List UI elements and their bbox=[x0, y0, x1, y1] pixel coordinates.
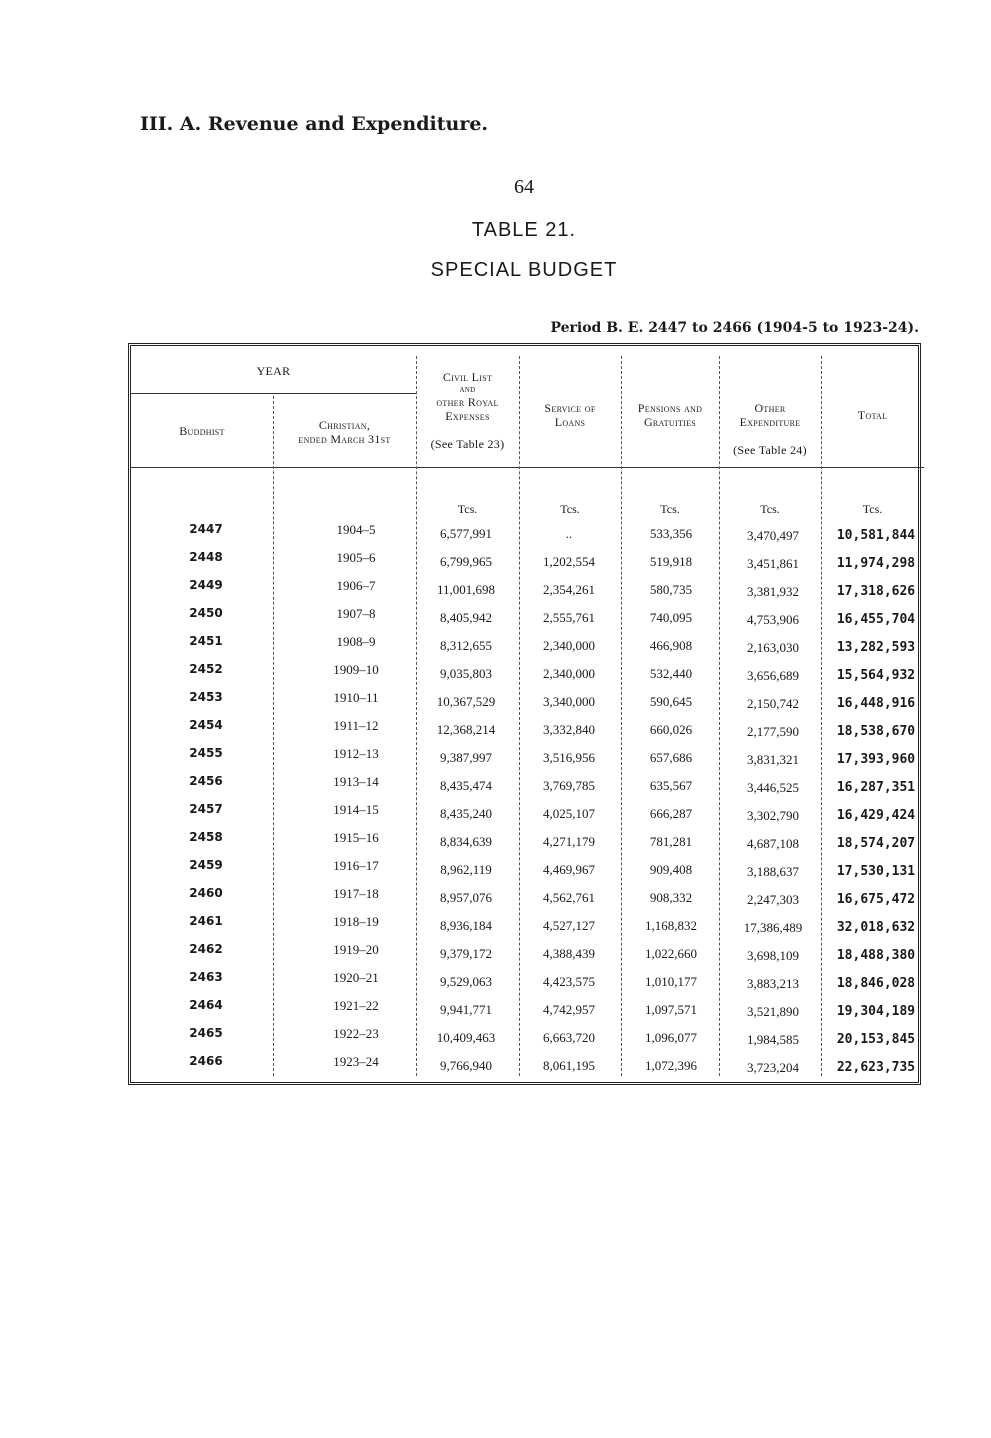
table-row bbox=[131, 662, 924, 690]
cell-pensions: 1,022,660 bbox=[645, 946, 697, 961]
cell-service-of-loans: 2,354,261 bbox=[543, 582, 595, 597]
cell-total: 16,429,424 bbox=[836, 808, 916, 823]
cell-pensions: 660,026 bbox=[649, 722, 693, 737]
cell-christian-year: 1908–9 bbox=[336, 634, 376, 649]
header-pensions bbox=[621, 401, 719, 429]
cell-service-of-loans: 2,340,000 bbox=[543, 638, 595, 653]
table-bottom-rule bbox=[128, 1084, 921, 1088]
table-row bbox=[131, 1054, 924, 1082]
cell-christian-year: 1917–18 bbox=[333, 886, 379, 901]
cell-christian-year: 1921–22 bbox=[333, 998, 379, 1013]
cell-other-expenditure: 3,381,932 bbox=[747, 584, 799, 599]
cell-civil-list: 8,834,639 bbox=[440, 834, 492, 849]
cell-civil-list: 9,529,063 bbox=[440, 974, 492, 989]
cell-service-of-loans: 1,202,554 bbox=[543, 554, 595, 569]
unit-civil: Tcs. bbox=[457, 502, 478, 516]
cell-civil-list: 8,405,942 bbox=[440, 610, 492, 625]
cell-buddhist-year: 2464 bbox=[189, 998, 223, 1012]
cell-other-expenditure: 2,177,590 bbox=[747, 724, 799, 739]
header-other-line1: Other bbox=[754, 401, 786, 415]
cell-civil-list: 9,379,172 bbox=[440, 946, 492, 961]
table-row bbox=[131, 858, 924, 886]
cell-service-of-loans: 3,769,785 bbox=[543, 778, 595, 793]
header-civil-line1: Civil List bbox=[442, 370, 493, 384]
cell-pensions: 1,097,571 bbox=[645, 1002, 697, 1017]
header-other-line2: Expenditure bbox=[739, 415, 801, 429]
cell-christian-year: 1906–7 bbox=[336, 578, 376, 593]
cell-civil-list: 11,001,698 bbox=[436, 582, 496, 597]
cell-pensions: 908,332 bbox=[649, 890, 693, 905]
cell-total: 32,018,632 bbox=[836, 920, 916, 935]
cell-other-expenditure: 3,451,861 bbox=[747, 556, 799, 571]
cell-civil-list: 8,957,076 bbox=[440, 890, 492, 905]
cell-other-expenditure: 2,247,303 bbox=[747, 892, 799, 907]
cell-pensions: 519,918 bbox=[649, 554, 693, 569]
cell-service-of-loans: 2,340,000 bbox=[543, 666, 595, 681]
cell-service-of-loans: .. bbox=[565, 526, 573, 541]
cell-total: 15,564,932 bbox=[836, 668, 916, 683]
cell-buddhist-year: 2459 bbox=[189, 858, 223, 872]
cell-buddhist-year: 2462 bbox=[189, 942, 223, 956]
cell-other-expenditure: 4,687,108 bbox=[747, 836, 799, 851]
cell-service-of-loans: 3,516,956 bbox=[543, 750, 595, 765]
cell-pensions: 1,010,177 bbox=[645, 974, 697, 989]
header-civil-note: (See Table 23) bbox=[430, 437, 505, 451]
cell-christian-year: 1915–16 bbox=[333, 830, 379, 845]
table-row bbox=[131, 914, 924, 942]
table-number: TABLE 21. bbox=[471, 219, 577, 241]
cell-christian-year: 1912–13 bbox=[333, 746, 379, 761]
unit-pensions: Tcs. bbox=[660, 502, 680, 516]
cell-buddhist-year: 2451 bbox=[189, 634, 223, 648]
cell-total: 16,455,704 bbox=[836, 612, 916, 627]
table-row bbox=[131, 550, 924, 578]
cell-civil-list: 9,941,771 bbox=[440, 1002, 492, 1017]
cell-pensions: 580,735 bbox=[649, 582, 693, 597]
cell-christian-year: 1904–5 bbox=[336, 522, 376, 537]
table-row bbox=[131, 746, 924, 774]
table-row bbox=[131, 802, 924, 830]
cell-total: 16,675,472 bbox=[836, 892, 916, 907]
header-civil-list bbox=[416, 370, 519, 451]
header-civil-line4: Expenses bbox=[445, 409, 490, 423]
cell-service-of-loans: 4,469,967 bbox=[543, 862, 595, 877]
table-row bbox=[131, 606, 924, 634]
cell-total: 22,623,735 bbox=[836, 1060, 916, 1075]
cell-total: 17,393,960 bbox=[836, 752, 916, 767]
cell-service-of-loans: 4,742,957 bbox=[543, 1002, 595, 1017]
cell-christian-year: 1911–12 bbox=[333, 718, 379, 733]
header-pensions-line1: Pensions and bbox=[637, 401, 703, 415]
cell-other-expenditure: 3,723,204 bbox=[747, 1060, 799, 1075]
cell-total: 18,488,380 bbox=[836, 948, 916, 963]
cell-other-expenditure: 3,470,497 bbox=[747, 528, 799, 543]
table-row bbox=[131, 1026, 924, 1054]
cell-other-expenditure: 3,831,321 bbox=[747, 752, 799, 767]
cell-total: 13,282,593 bbox=[836, 640, 916, 655]
header-service-line1: Service of bbox=[544, 401, 596, 415]
page-number: 64 bbox=[514, 176, 534, 198]
cell-other-expenditure: 3,698,109 bbox=[747, 948, 799, 963]
cell-christian-year: 1923–24 bbox=[333, 1054, 379, 1069]
header-civil-line3: other Royal bbox=[436, 395, 499, 409]
table-row bbox=[131, 578, 924, 606]
table-row bbox=[131, 690, 924, 718]
cell-pensions: 532,440 bbox=[649, 666, 693, 681]
cell-pensions: 781,281 bbox=[649, 834, 693, 849]
table-row bbox=[131, 886, 924, 914]
cell-other-expenditure: 2,150,742 bbox=[747, 696, 799, 711]
cell-civil-list: 8,435,474 bbox=[440, 778, 492, 793]
cell-buddhist-year: 2457 bbox=[189, 802, 223, 816]
cell-civil-list: 8,312,655 bbox=[440, 638, 492, 653]
cell-buddhist-year: 2465 bbox=[189, 1026, 223, 1040]
cell-total: 18,538,670 bbox=[836, 724, 916, 739]
cell-service-of-loans: 4,562,761 bbox=[543, 890, 595, 905]
cell-buddhist-year: 2452 bbox=[189, 662, 223, 676]
table-row bbox=[131, 634, 924, 662]
cell-pensions: 466,908 bbox=[649, 638, 693, 653]
cell-pensions: 666,287 bbox=[649, 806, 693, 821]
cell-christian-year: 1918–19 bbox=[333, 914, 379, 929]
cell-service-of-loans: 3,332,840 bbox=[543, 722, 595, 737]
cell-service-of-loans: 8,061,195 bbox=[543, 1058, 595, 1073]
header-pensions-line2: Gratuities bbox=[643, 415, 697, 429]
cell-other-expenditure: 3,656,689 bbox=[747, 668, 799, 683]
cell-christian-year: 1907–8 bbox=[336, 606, 376, 621]
cell-total: 10,581,844 bbox=[836, 528, 916, 543]
cell-service-of-loans: 4,423,575 bbox=[543, 974, 595, 989]
cell-civil-list: 10,409,463 bbox=[436, 1030, 496, 1045]
cell-other-expenditure: 3,883,213 bbox=[747, 976, 799, 991]
cell-pensions: 590,645 bbox=[649, 694, 693, 709]
cell-service-of-loans: 6,663,720 bbox=[543, 1030, 595, 1045]
cell-other-expenditure: 3,521,890 bbox=[747, 1004, 799, 1019]
header-buddhist: Buddhist bbox=[179, 424, 225, 438]
cell-buddhist-year: 2448 bbox=[189, 550, 223, 564]
cell-christian-year: 1922–23 bbox=[333, 1026, 379, 1041]
table-row bbox=[131, 970, 924, 998]
cell-buddhist-year: 2463 bbox=[189, 970, 223, 984]
cell-pensions: 740,095 bbox=[649, 610, 693, 625]
cell-christian-year: 1909–10 bbox=[333, 662, 379, 677]
header-other-expenditure bbox=[719, 401, 821, 457]
cell-christian-year: 1914–15 bbox=[333, 802, 379, 817]
cell-other-expenditure: 1,984,585 bbox=[747, 1032, 799, 1047]
table-row bbox=[131, 942, 924, 970]
cell-civil-list: 10,367,529 bbox=[436, 694, 496, 709]
table-period: Period B. E. 2447 to 2466 (1904-5 to 1923-24). bbox=[550, 320, 919, 336]
cell-buddhist-year: 2460 bbox=[189, 886, 223, 900]
cell-pensions: 1,072,396 bbox=[645, 1058, 697, 1073]
cell-service-of-loans: 3,340,000 bbox=[543, 694, 595, 709]
cell-civil-list: 8,936,184 bbox=[440, 918, 492, 933]
cell-total: 11,974,298 bbox=[836, 556, 916, 571]
cell-pensions: 533,356 bbox=[649, 526, 693, 541]
cell-civil-list: 8,962,119 bbox=[440, 862, 492, 877]
cell-service-of-loans: 4,271,179 bbox=[543, 834, 595, 849]
unit-total: Tcs. bbox=[862, 502, 883, 516]
cell-service-of-loans: 2,555,761 bbox=[543, 610, 595, 625]
cell-christian-year: 1913–14 bbox=[333, 774, 379, 789]
unit-service: Tcs. bbox=[560, 502, 580, 516]
cell-civil-list: 8,435,240 bbox=[440, 806, 492, 821]
section-title: III. A. Revenue and Expenditure. bbox=[140, 113, 489, 135]
cell-pensions: 635,567 bbox=[649, 778, 693, 793]
unit-other: Tcs. bbox=[760, 502, 780, 516]
cell-pensions: 657,686 bbox=[649, 750, 693, 765]
cell-other-expenditure: 4,753,906 bbox=[747, 612, 799, 627]
cell-total: 16,448,916 bbox=[836, 696, 916, 711]
header-total: Total bbox=[857, 408, 888, 422]
cell-total: 18,846,028 bbox=[836, 976, 916, 991]
cell-service-of-loans: 4,025,107 bbox=[543, 806, 595, 821]
cell-buddhist-year: 2449 bbox=[189, 578, 223, 592]
header-civil-line2: and bbox=[459, 384, 476, 395]
cell-buddhist-year: 2456 bbox=[189, 774, 223, 788]
cell-civil-list: 9,387,997 bbox=[440, 750, 492, 765]
cell-total: 16,287,351 bbox=[836, 780, 916, 795]
cell-total: 17,318,626 bbox=[836, 584, 916, 599]
cell-christian-year: 1920–21 bbox=[333, 970, 379, 985]
cell-other-expenditure: 17,386,489 bbox=[743, 920, 803, 935]
cell-buddhist-year: 2453 bbox=[189, 690, 223, 704]
header-rule-year bbox=[131, 393, 416, 394]
header-service-line2: Loans bbox=[554, 415, 586, 429]
cell-total: 17,530,131 bbox=[836, 864, 916, 879]
cell-buddhist-year: 2450 bbox=[189, 606, 223, 620]
cell-buddhist-year: 2454 bbox=[189, 718, 223, 732]
cell-total: 18,574,207 bbox=[836, 836, 916, 851]
cell-pensions: 909,408 bbox=[649, 862, 693, 877]
cell-pensions: 1,168,832 bbox=[645, 918, 697, 933]
table-row bbox=[131, 774, 924, 802]
cell-other-expenditure: 3,446,525 bbox=[747, 780, 799, 795]
cell-buddhist-year: 2455 bbox=[189, 746, 223, 760]
cell-civil-list: 9,035,803 bbox=[440, 666, 492, 681]
cell-christian-year: 1916–17 bbox=[333, 858, 379, 873]
header-service-of-loans bbox=[519, 401, 621, 429]
cell-other-expenditure: 2,163,030 bbox=[747, 640, 799, 655]
cell-christian-year: 1919–20 bbox=[333, 942, 379, 957]
cell-pensions: 1,096,077 bbox=[645, 1030, 697, 1045]
cell-christian-year: 1905–6 bbox=[336, 550, 376, 565]
cell-buddhist-year: 2461 bbox=[189, 914, 223, 928]
cell-civil-list: 12,368,214 bbox=[436, 722, 496, 737]
header-christian bbox=[273, 418, 416, 446]
budget-table bbox=[128, 343, 921, 1085]
cell-christian-year: 1910–11 bbox=[333, 690, 379, 705]
cell-service-of-loans: 4,527,127 bbox=[543, 918, 595, 933]
header-rule-bottom bbox=[131, 467, 924, 468]
cell-buddhist-year: 2466 bbox=[189, 1054, 223, 1068]
header-year: YEAR bbox=[256, 364, 291, 378]
header-christian-line1: Christian, bbox=[318, 418, 371, 432]
cell-civil-list: 6,577,991 bbox=[440, 526, 492, 541]
table-title: SPECIAL BUDGET bbox=[430, 259, 618, 281]
cell-buddhist-year: 2447 bbox=[189, 522, 223, 536]
header-other-note: (See Table 24) bbox=[733, 443, 807, 457]
header-christian-line2: ended March 31st bbox=[298, 432, 391, 446]
cell-service-of-loans: 4,388,439 bbox=[543, 946, 595, 961]
table-row bbox=[131, 830, 924, 858]
cell-civil-list: 9,766,940 bbox=[440, 1058, 492, 1073]
cell-other-expenditure: 3,302,790 bbox=[747, 808, 799, 823]
cell-total: 19,304,189 bbox=[836, 1004, 916, 1019]
cell-other-expenditure: 3,188,637 bbox=[747, 864, 799, 879]
table-row bbox=[131, 718, 924, 746]
cell-buddhist-year: 2458 bbox=[189, 830, 223, 844]
table-row bbox=[131, 998, 924, 1026]
cell-civil-list: 6,799,965 bbox=[440, 554, 492, 569]
table-row bbox=[131, 522, 924, 550]
cell-total: 20,153,845 bbox=[836, 1032, 916, 1047]
